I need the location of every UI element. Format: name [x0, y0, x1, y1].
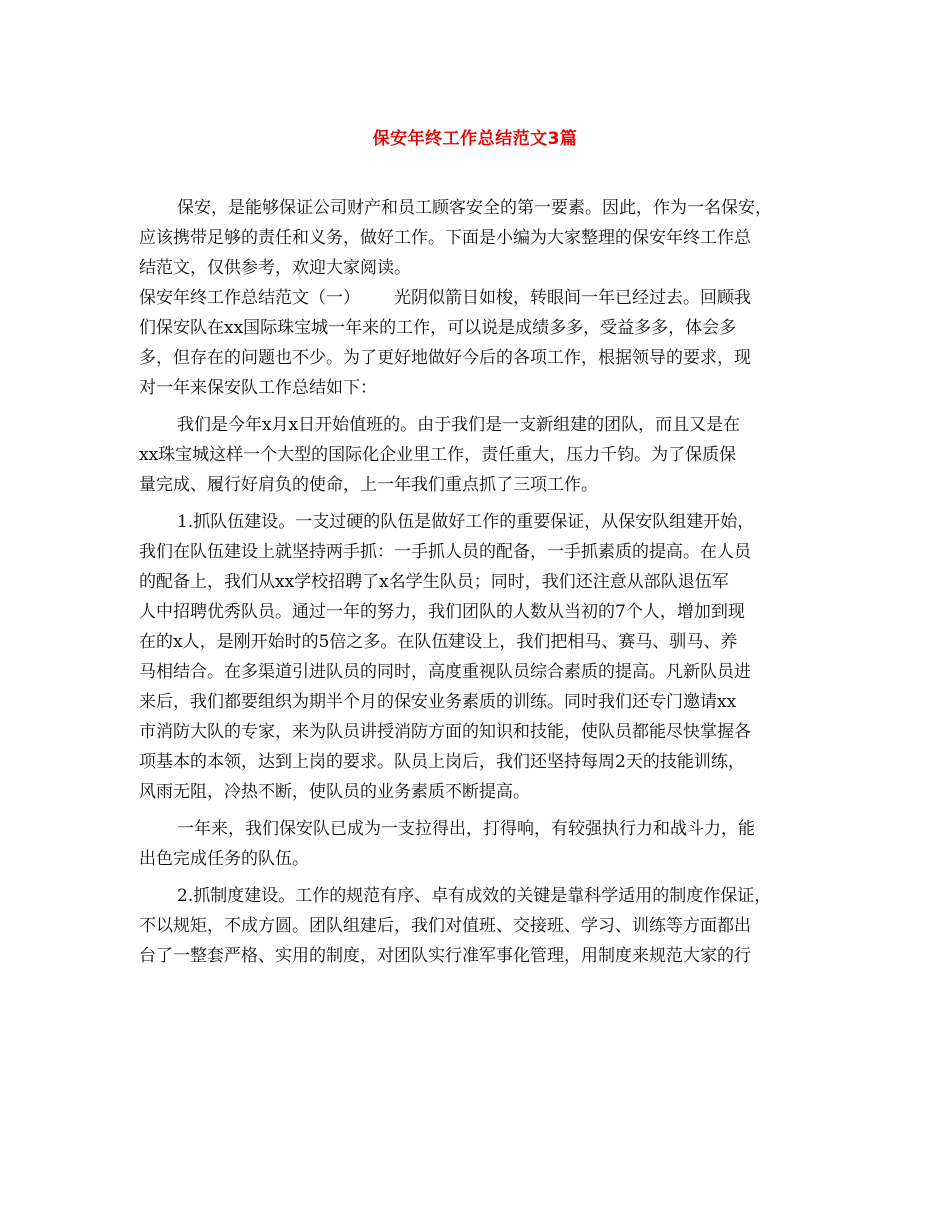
text-line: 一年来，我们保安队已成为一支拉得出，打得响，有较强执行力和战斗力，能	[177, 819, 755, 839]
text-line: 不以规矩，不成方圆。团队组建后，我们对值班、交接班、学习、训练等方面都出	[139, 916, 751, 936]
paragraph	[139, 410, 829, 500]
text-line: 风雨无阻，冷热不断，使队员的业务素质不断提高。	[139, 782, 530, 802]
text-line: 多，但存在的问题也不少。为了更好地做好今后的各项工作，根据领导的要求，现	[139, 348, 751, 368]
text-line: 出色完成任务的队伍。	[139, 849, 309, 869]
text-line: 在的x人，是刚开始时的5倍之多。在队伍建设上，我们把相马、赛马、驯马、养	[139, 632, 738, 652]
text-line: 项基本的本领，达到上岗的要求。队员上岗后，我们还坚持每周2天的技能训练，	[139, 752, 745, 772]
text-line: 来后，我们都要组织为期半个月的保安业务素质的训练。同时我们还专门邀请xx	[139, 692, 737, 712]
document-title: 保安年终工作总结范文3篇	[372, 129, 578, 149]
text-line: 的配备上，我们从xx学校招聘了x名学生队员；同时，我们还注意从部队退伍军	[139, 572, 729, 592]
text-line: xx珠宝城这样一个大型的国际化企业里工作，责任重大，压力千钧。为了保质保	[139, 445, 737, 465]
paragraph	[139, 814, 829, 874]
text-line: 1.抓队伍建设。一支过硬的队伍是做好工作的重要保证，从保安队组建开始，	[177, 512, 755, 532]
text-line: 我们在队伍建设上就坚持两手抓：一手抓人员的配备，一手抓素质的提高。在人员	[139, 542, 751, 562]
text-line: 们保安队在xx国际珠宝城一年来的工作，可以说是成绩多多，受益多多，体会多	[139, 318, 737, 338]
paragraph	[139, 881, 829, 971]
text-line: 马相结合。在多渠道引进队员的同时，高度重视队员综合素质的提高。凡新队员进	[139, 662, 751, 682]
document-body	[139, 193, 829, 978]
section-heading: 保安年终工作总结范文（一）	[139, 288, 360, 308]
text-line: 人中招聘优秀队员。通过一年的努力，我们团队的人数从当初的7个人，增加到现	[139, 602, 745, 622]
paragraph	[139, 507, 829, 807]
text-line: 2.抓制度建设。工作的规范有序、卓有成效的关键是靠科学适用的制度作保证，	[177, 886, 772, 906]
text-line: 市消防大队的专家，来为队员讲授消防方面的知识和技能，使队员都能尽快掌握各	[139, 722, 751, 742]
text-line: 保安，是能够保证公司财产和员工顾客安全的第一要素。因此，作为一名保安，	[177, 198, 772, 218]
text-segment: 光阴似箭日如梭，转眼间一年已经过去。回顾我	[394, 288, 751, 308]
text-line: 应该携带足够的责任和义务，做好工作。下面是小编为大家整理的保安年终工作总	[139, 228, 751, 248]
text-line: 量完成、履行好肩负的使命，上一年我们重点抓了三项工作。	[139, 475, 598, 495]
text-line: 对一年来保安队工作总结如下：	[139, 378, 377, 398]
text-line: 台了一整套严格、实用的制度，对团队实行准军事化管理，用制度来规范大家的行	[139, 946, 751, 966]
text-line: 结范文，仅供参考，欢迎大家阅读。	[139, 258, 411, 278]
paragraph-intro	[139, 193, 829, 403]
section-heading-line	[139, 283, 829, 313]
text-line: 我们是今年x月x日开始值班的。由于我们是一支新组建的团队，而且又是在	[177, 415, 741, 435]
